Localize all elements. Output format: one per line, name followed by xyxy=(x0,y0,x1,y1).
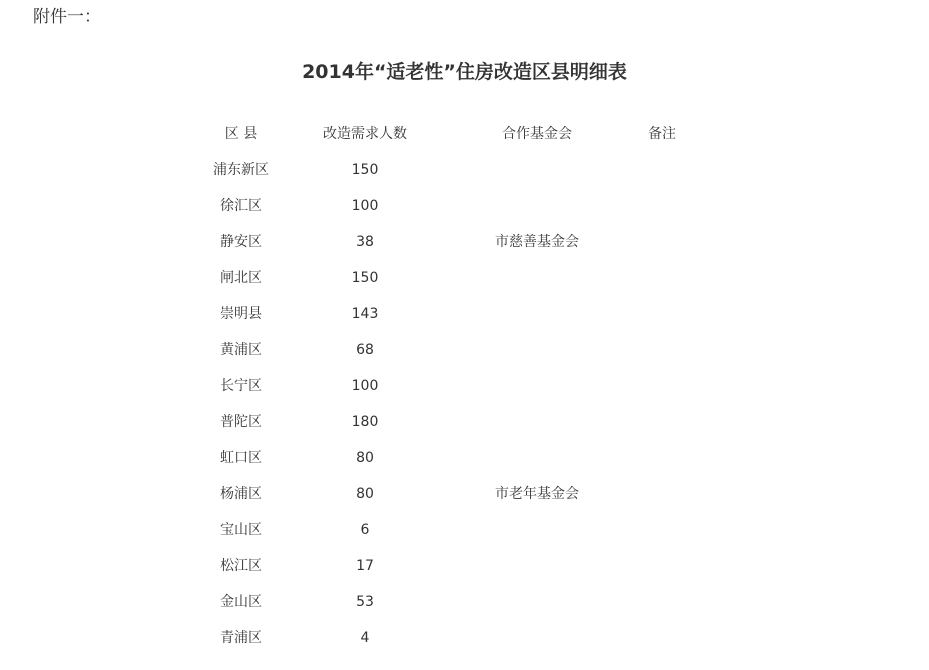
table-row xyxy=(0,260,929,296)
district-cell: 松江区 xyxy=(220,558,262,574)
district-cell: 浦东新区 xyxy=(213,162,269,178)
district-cell: 青浦区 xyxy=(220,630,262,646)
district-cell: 徐汇区 xyxy=(220,198,262,214)
table-row xyxy=(0,548,929,584)
table-row xyxy=(0,224,929,260)
district-detail-table xyxy=(0,116,929,656)
count-cell: 53 xyxy=(356,594,374,610)
district-cell: 宝山区 xyxy=(220,522,262,538)
fund-cell: 市慈善基金会 xyxy=(495,234,579,250)
count-cell: 150 xyxy=(351,270,379,286)
district-cell: 崇明县 xyxy=(220,306,262,322)
count-cell: 6 xyxy=(360,522,370,538)
district-cell: 杨浦区 xyxy=(220,486,262,502)
table-row xyxy=(0,152,929,188)
count-cell: 38 xyxy=(356,234,374,250)
table-row xyxy=(0,440,929,476)
count-cell: 150 xyxy=(351,162,379,178)
district-cell: 静安区 xyxy=(220,234,262,250)
table-row xyxy=(0,368,929,404)
attachment-label: 附件一： xyxy=(33,7,101,27)
table-row xyxy=(0,476,929,512)
table-row xyxy=(0,296,929,332)
count-cell: 80 xyxy=(356,450,374,466)
district-cell: 长宁区 xyxy=(220,378,262,394)
count-cell: 17 xyxy=(356,558,374,574)
count-cell: 68 xyxy=(356,342,374,358)
table-row xyxy=(0,188,929,224)
fund-cell: 市老年基金会 xyxy=(495,486,579,502)
table-row xyxy=(0,332,929,368)
table-header-row xyxy=(0,116,929,152)
count-cell: 80 xyxy=(356,486,374,502)
header-district: 区 县 xyxy=(224,126,258,142)
document-title: 2014年“适老性”住房改造区县明细表 xyxy=(302,61,627,83)
table-row xyxy=(0,620,929,656)
count-cell: 4 xyxy=(360,630,370,646)
table-row xyxy=(0,584,929,620)
district-cell: 闸北区 xyxy=(220,270,262,286)
district-cell: 普陀区 xyxy=(220,414,262,430)
count-cell: 143 xyxy=(351,306,379,322)
count-cell: 100 xyxy=(351,198,379,214)
table-row xyxy=(0,512,929,548)
district-cell: 金山区 xyxy=(220,594,262,610)
count-cell: 100 xyxy=(351,378,379,394)
header-note: 备注 xyxy=(648,126,676,142)
header-count: 改造需求人数 xyxy=(323,126,407,142)
district-cell: 黄浦区 xyxy=(220,342,262,358)
district-cell: 虹口区 xyxy=(220,450,262,466)
table-row xyxy=(0,404,929,440)
header-fund: 合作基金会 xyxy=(502,126,572,142)
count-cell: 180 xyxy=(351,414,379,430)
